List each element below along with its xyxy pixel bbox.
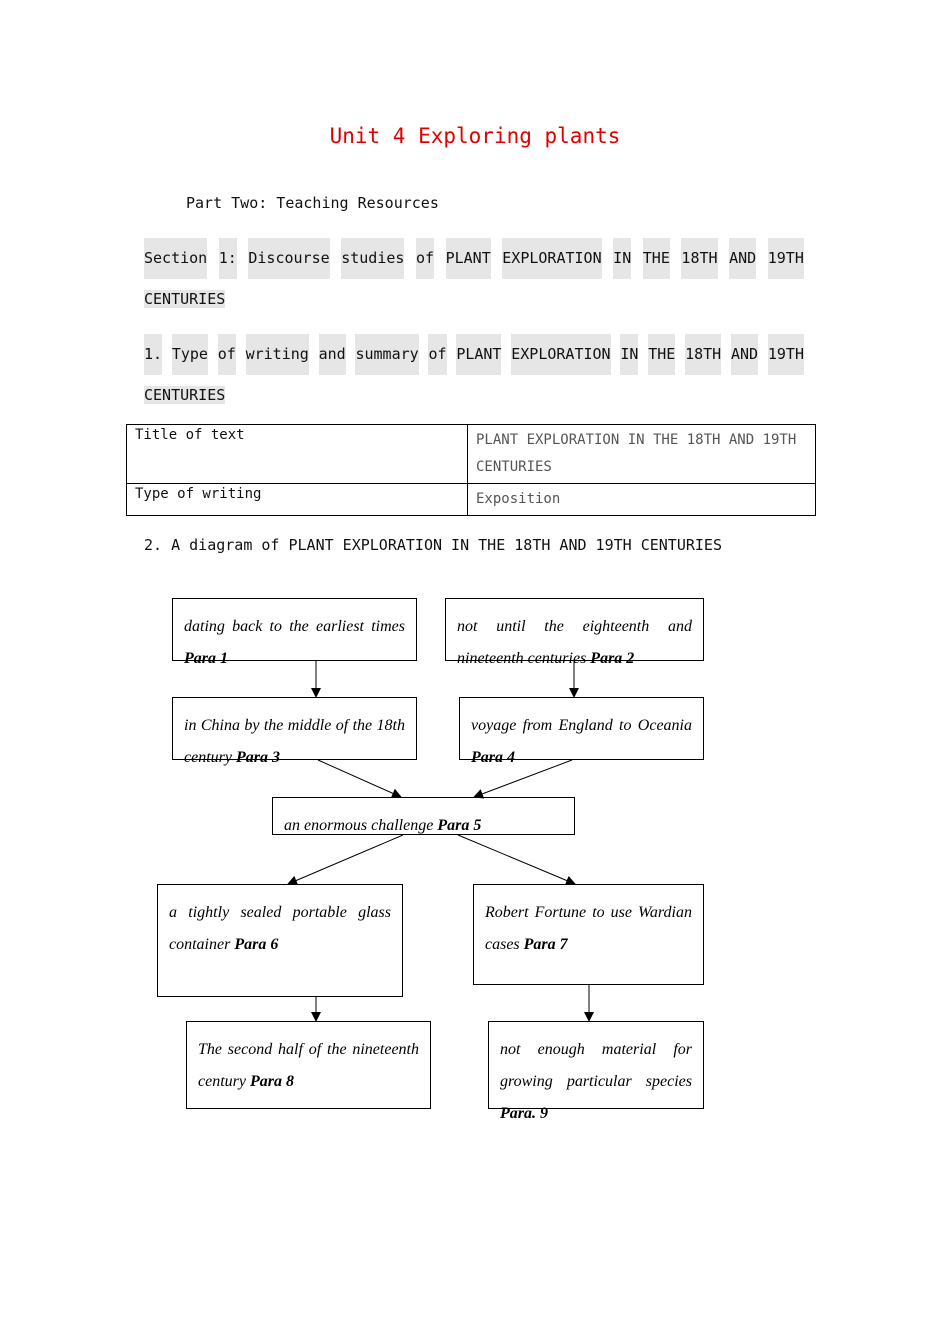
page-title: Unit 4 Exploring plants xyxy=(329,124,621,148)
arrow-5-to-6 xyxy=(288,835,403,884)
section-1-word: EXPLORATION xyxy=(502,238,601,279)
item-1-word: 18TH xyxy=(685,334,721,375)
box-para-label: Para 6 xyxy=(234,936,279,953)
diagram-box-para-9-text xyxy=(500,1034,692,1130)
section-1-word: 19TH xyxy=(768,238,804,279)
diagram-box-para-6-text xyxy=(169,897,391,961)
box-text: an enormous challenge xyxy=(284,817,438,834)
diagram-box-para-5-text xyxy=(284,810,563,842)
item-1-word: THE xyxy=(648,334,675,375)
item-1-word: IN xyxy=(620,334,638,375)
box-text: not until the eighteenth and nineteenth centuries xyxy=(457,618,692,667)
box-text: not enough material for growing particular species xyxy=(500,1041,692,1090)
box-para-label: Para. 9 xyxy=(500,1105,548,1122)
section-1-word: CENTURIES xyxy=(144,290,226,308)
diagram-box-para-2-text xyxy=(457,611,692,675)
item-1-word: writing xyxy=(246,334,309,375)
section-1-word: IN xyxy=(613,238,631,279)
box-text: in China by the middle of the 18th century xyxy=(184,717,405,766)
part-heading: Part Two: Teaching Resources xyxy=(186,194,439,212)
item-1-word: AND xyxy=(731,334,758,375)
box-para-label: Para 8 xyxy=(249,1073,294,1090)
item-1-word: and xyxy=(319,334,346,375)
box-para-label: Para 2 xyxy=(590,650,635,667)
item-1-word: PLANT xyxy=(456,334,501,375)
item-1-word: of xyxy=(218,334,236,375)
box-text: voyage from England to Oceania xyxy=(471,717,692,734)
item-1-word: 1. xyxy=(144,334,162,375)
arrow-5-to-7 xyxy=(458,835,575,884)
section-1-word: Discourse xyxy=(248,238,329,279)
table-cell-value: PLANT EXPLORATION IN THE 18TH AND 19TH CENTURIES xyxy=(468,425,816,484)
box-para-label: Para 1 xyxy=(184,650,228,667)
item-1-word: summary xyxy=(355,334,418,375)
diagram-heading: 2. A diagram of PLANT EXPLORATION IN THE 18TH AND 19TH CENTURIES xyxy=(144,536,722,554)
item-1-word: Type xyxy=(172,334,208,375)
item-1-word: of xyxy=(428,334,446,375)
section-1-word: AND xyxy=(729,238,756,279)
box-text: dating back to the earliest times xyxy=(184,618,405,635)
section-1-word: studies xyxy=(341,238,404,279)
diagram-box-para-4-text xyxy=(471,710,692,774)
section-1-word: THE xyxy=(643,238,670,279)
box-para-label: Para 4 xyxy=(471,749,515,766)
section-1-word: 18TH xyxy=(681,238,717,279)
box-para-label: Para 7 xyxy=(523,936,568,953)
box-text: The second half of the nineteenth century xyxy=(198,1041,419,1090)
table-cell-label: Type of writing xyxy=(127,484,468,516)
item-1-word: 19TH xyxy=(768,334,804,375)
table-cell-value: Exposition xyxy=(468,484,816,516)
diagram-box-para-1-text xyxy=(184,611,405,675)
section-1-word: PLANT xyxy=(446,238,491,279)
item-1-word: EXPLORATION xyxy=(511,334,610,375)
diagram-box-para-3-text xyxy=(184,710,405,774)
box-text: Robert Fortune to use Wardian cases xyxy=(485,904,692,953)
section-1-word: Section xyxy=(144,238,207,279)
section-1-word: 1: xyxy=(219,238,237,279)
diagram-box-para-8-text xyxy=(198,1034,419,1098)
item-1-word: CENTURIES xyxy=(144,386,226,404)
box-para-label: Para 5 xyxy=(437,817,482,834)
box-text: a tightly sealed portable glass container xyxy=(169,904,391,953)
diagram-box-para-7-text xyxy=(485,897,692,961)
table-cell-label: Title of text xyxy=(127,425,468,484)
box-para-label: Para 3 xyxy=(235,749,280,766)
section-1-word: of xyxy=(416,238,434,279)
